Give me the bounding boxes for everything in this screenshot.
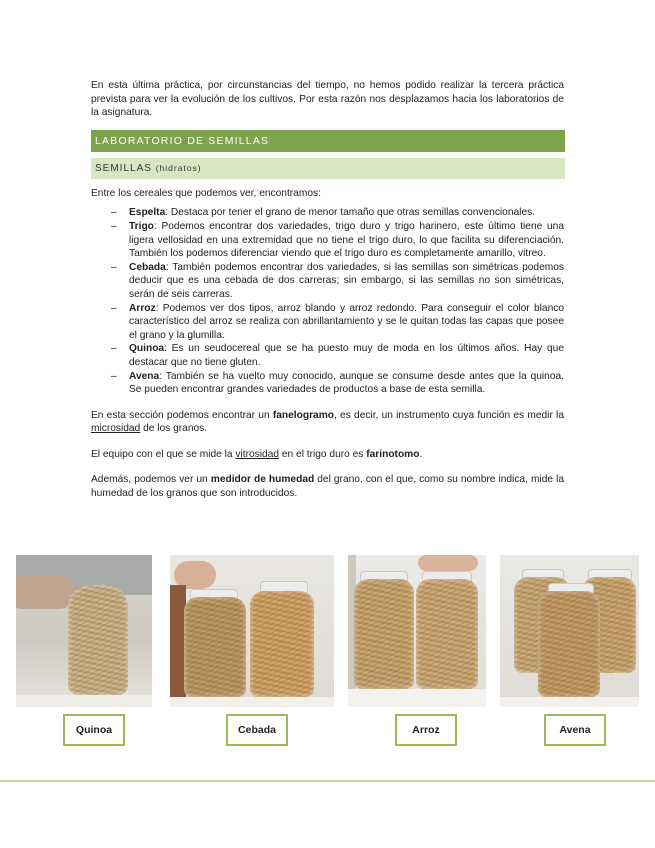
- cereal-description: : También podemos encontrar dos variedades, si las semillas son simétricas podemos deducir que es una cebada de dos carreras; sin embargo, si las semillas no son simétricas, serán de seis carreras.: [129, 261, 564, 300]
- bold-term: medidor de humedad: [210, 474, 315, 486]
- farinotomo-paragraph: [91, 448, 564, 462]
- text-run: .: [419, 448, 423, 460]
- bold-term: farinotomo: [366, 448, 420, 460]
- list-item: [91, 206, 564, 220]
- arroz-photo: [348, 555, 486, 707]
- page-content: [91, 79, 564, 513]
- text-run: de los granos.: [140, 423, 208, 435]
- dash-bullet: –: [111, 261, 117, 273]
- caption-cebada: Cebada: [226, 714, 288, 746]
- subsection-heading: [91, 158, 565, 179]
- cereal-name: Arroz: [129, 302, 156, 314]
- cereal-description: : Es un seudocereal que se ha puesto muy de moda en los últimos años. Hay que destacar que no tiene gluten.: [129, 343, 564, 368]
- underlined-term: vitrosidad: [235, 448, 280, 460]
- bold-term: fanelogramo: [272, 409, 334, 421]
- cereal-description: : Destaca por tener el grano de menor tamaño que otras semillas convencionales.: [165, 207, 536, 219]
- text-run: En esta sección podemos encontrar un: [91, 409, 273, 421]
- caption-avena: Avena: [544, 714, 606, 746]
- dash-bullet: –: [111, 370, 117, 382]
- list-item: [91, 370, 564, 397]
- list-item: [91, 261, 564, 302]
- cereal-name: Cebada: [129, 261, 166, 273]
- footer-divider: [0, 780, 655, 782]
- section-heading: LABORATORIO DE SEMILLAS: [91, 130, 565, 152]
- text-run: del grano, con el que, como su nombre indica, mide la humedad de los granos que son introducidos.: [91, 474, 564, 500]
- fanelogramo-paragraph: [91, 409, 564, 436]
- dash-bullet: –: [111, 343, 117, 355]
- text-run: , es decir, un instrumento cuya función es medir la: [334, 409, 564, 421]
- text-run: Además, podemos ver un: [91, 474, 211, 486]
- dash-bullet: –: [111, 207, 117, 219]
- cereal-description: : Podemos ver dos tipos, arroz blando y arroz redondo. Para conseguir el color blanco característico del arroz se realiza con abrillantamiento y se le quitan todas las capas que posee el grano y la glumilla.: [129, 302, 564, 341]
- cereal-description: : Podemos encontrar dos variedades, trigo duro y trigo harinero, este último tiene una ligera vellosidad en una extremidad que no tiene el trigo duro, lo que facilita su diferenciación. También los podemos diferenciar viendo que el trigo duro es completamente amarillo, vitreo.: [129, 220, 564, 260]
- humedad-paragraph: [91, 473, 564, 500]
- cereal-name: Espelta: [129, 207, 166, 219]
- cereal-name: Trigo: [129, 220, 154, 232]
- dash-bullet: –: [111, 220, 117, 232]
- dash-bullet: –: [111, 302, 117, 314]
- cereal-name: Quinoa: [129, 343, 165, 355]
- list-intro: Entre los cereales que podemos ver, encontramos:: [91, 187, 321, 199]
- cebada-photo: [170, 555, 334, 707]
- caption-quinoa: Quinoa: [63, 714, 125, 746]
- list-item: [91, 302, 564, 343]
- cereal-list: [91, 206, 564, 396]
- list-item: [91, 220, 564, 261]
- text-run: en el trigo duro es: [279, 448, 367, 460]
- cereal-description: : También se ha vuelto muy conocido, aunque se consume desde antes que la quinoa. Se pueden encontrar grandes variedades de productos a base de esta semilla.: [129, 370, 564, 396]
- subsection-heading-sub: (hidratos): [155, 162, 202, 173]
- underlined-term: microsidad: [91, 423, 141, 435]
- caption-arroz: Arroz: [395, 714, 457, 746]
- quinoa-photo: [16, 555, 152, 707]
- avena-photo: [500, 555, 639, 707]
- text-run: El equipo con el que se mide la: [91, 448, 236, 460]
- subsection-heading-title: SEMILLAS: [95, 162, 152, 174]
- list-item: [91, 342, 564, 369]
- cereal-name: Avena: [129, 370, 160, 382]
- intro-paragraph: En esta última práctica, por circunstancias del tiempo, no hemos podido realizar la tercera práctica prevista para ver la evolución de los cultivos. Por esta razón nos desplazamos hacia los laboratorios de la asignatura.: [91, 80, 564, 119]
